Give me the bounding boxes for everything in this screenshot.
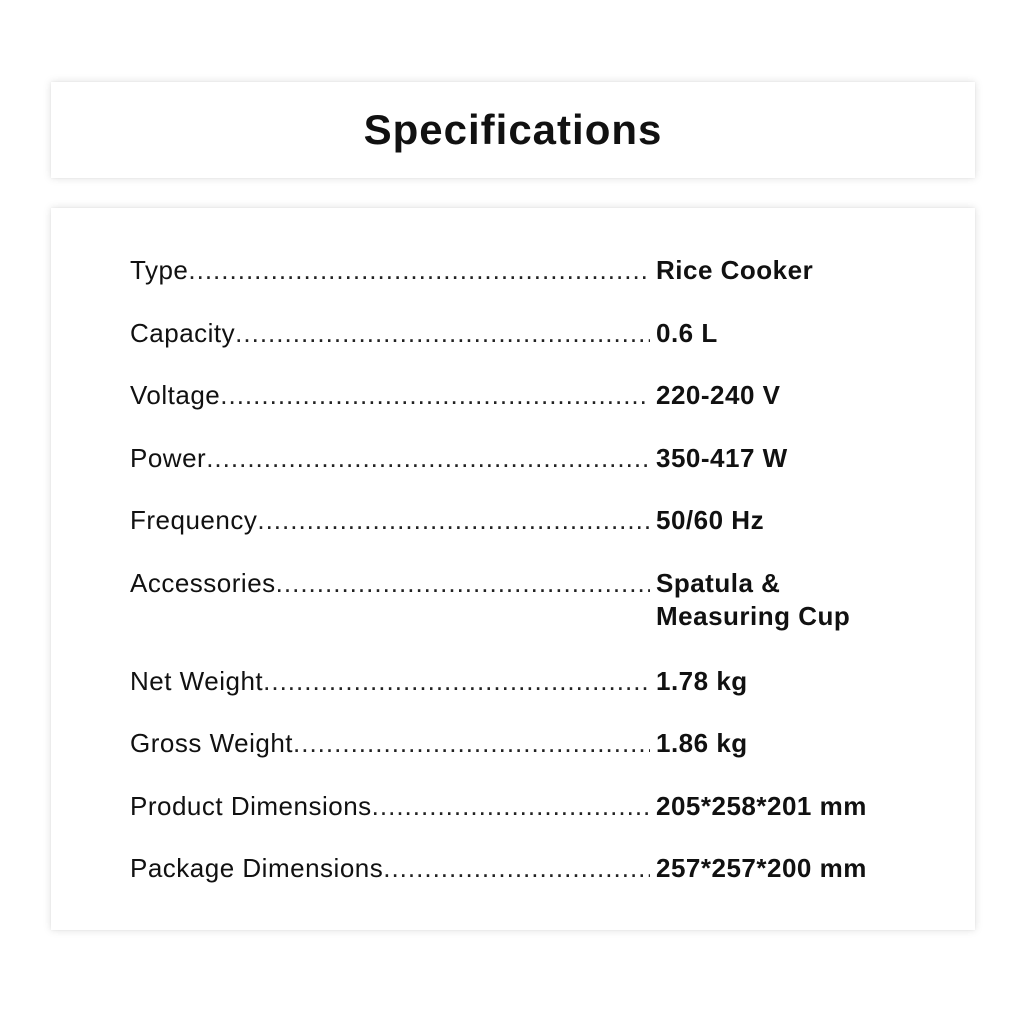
spec-value: 257*257*200 mm — [656, 853, 867, 883]
spec-value: 1.86 kg — [656, 728, 748, 758]
spec-row-capacity — [130, 317, 910, 350]
spec-label: Voltage ..... — [130, 379, 650, 412]
spec-label: Type ..... — [130, 254, 650, 287]
specifications-card — [51, 208, 975, 930]
spec-row-power — [130, 442, 910, 475]
spec-label: Gross Weight ..... — [130, 727, 650, 760]
spec-row-frequency — [130, 504, 910, 537]
spec-list — [130, 254, 910, 915]
spec-value: Spatula & Measuring Cup — [656, 567, 851, 631]
spec-value: 205*258*201 mm — [656, 790, 867, 821]
spec-value: 50/60 Hz — [656, 505, 765, 535]
spec-row-package-dimensions — [130, 852, 910, 885]
spec-label: Accessories ..... — [130, 567, 650, 600]
spec-value: 350-417 W — [656, 442, 788, 473]
page-title: Specifications — [363, 106, 663, 153]
spec-value: 220-240 V — [656, 380, 781, 410]
spec-row-accessories — [130, 567, 910, 633]
spec-row-net-weight — [130, 665, 910, 698]
spec-label: Capacity ..... — [130, 317, 650, 350]
spec-value: 1.78 kg — [656, 665, 748, 696]
title-card — [51, 82, 975, 178]
spec-label: Product Dimensions ..... — [130, 790, 650, 823]
spec-value: 0.6 L — [656, 317, 718, 348]
spec-label: Net Weight ..... — [130, 665, 650, 698]
spec-row-product-dimensions — [130, 790, 910, 823]
spec-label: Power ..... — [130, 442, 650, 475]
spec-row-gross-weight — [130, 727, 910, 760]
spec-row-type — [130, 254, 910, 287]
spec-value: Rice Cooker — [656, 255, 814, 285]
spec-row-voltage — [130, 379, 910, 412]
spec-label: Package Dimensions ..... — [130, 852, 650, 885]
spec-label: Frequency ..... — [130, 504, 650, 537]
